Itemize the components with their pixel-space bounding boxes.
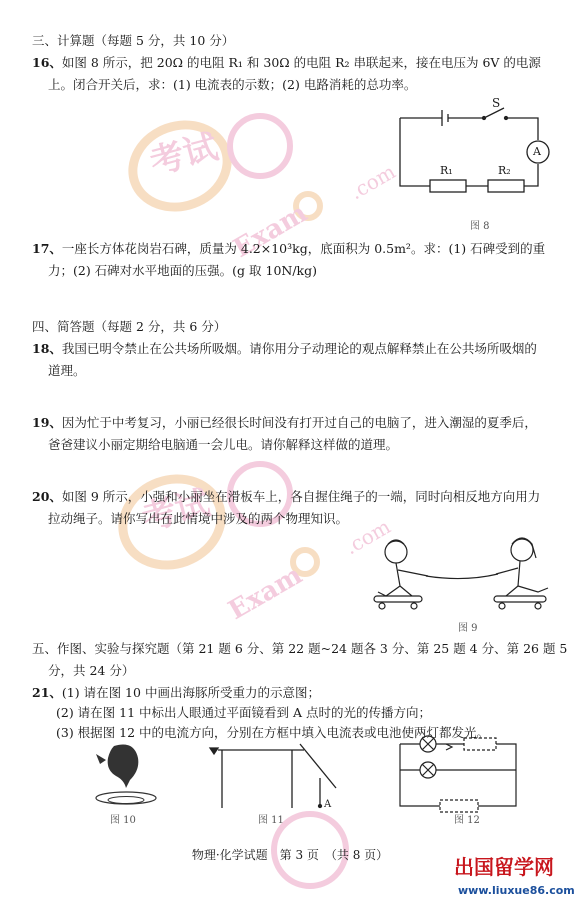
svg-text:.com: .com xyxy=(340,514,395,560)
question-20-line-2: 拉动绳子。请你写出在此情境中涉及的两个物理知识。 xyxy=(48,511,349,526)
dolphin-drawing xyxy=(86,740,166,812)
question-19-number: 19、 xyxy=(32,415,62,430)
question-21-part-2: (2) 请在图 11 中标出人眼通过平面镜看到 A 点时的光的传播方向； xyxy=(56,705,432,720)
brand-name: 出国留学网 xyxy=(454,855,554,879)
question-20-text-1: 如图 9 所示，小强和小丽坐在滑板车上，各自握住绳子的一端，同时向相反地方向用力 xyxy=(61,489,541,504)
question-21-text-1: (1) 请在图 10 中画出海豚所受重力的示意图； xyxy=(61,685,320,700)
question-17-number: 17、 xyxy=(32,241,62,256)
figure-10-dolphin xyxy=(86,740,166,812)
question-21-number: 21、 xyxy=(32,685,62,700)
ammeter-label: A xyxy=(533,145,541,158)
figure-12-circuit xyxy=(380,734,530,814)
question-18-line-2: 道理。 xyxy=(48,363,86,378)
watermark-graphic-2 xyxy=(100,460,410,630)
question-21-part-3: (3) 根据图 12 中的电流方向，分别在方框中填入电流表或电池使两灯都发光。 xyxy=(56,725,490,740)
exam-watermark-bottom xyxy=(100,460,410,630)
section-3-heading: 三、计算题（每题 5 分，共 10 分） xyxy=(32,33,235,48)
brand-url: www.liuxue86.com xyxy=(458,884,575,897)
figure-9-illustration xyxy=(368,530,560,622)
figure-8-circuit xyxy=(392,98,562,198)
question-21-part-1 xyxy=(32,684,320,702)
question-19-text-1: 因为忙于中考复习，小丽已经很长时间没有打开过自己的电脑了，进入潮湿的夏季后， xyxy=(61,415,537,430)
point-a-label: A xyxy=(324,799,332,810)
two-lamp-circuit xyxy=(380,734,530,814)
svg-text:Exam: Exam xyxy=(223,560,308,627)
svg-text:.com: .com xyxy=(345,159,400,205)
question-18-line-1 xyxy=(32,340,537,358)
question-16-line-2: 上。闭合开关后，求：(1) 电流表的示数；(2) 电路消耗的总功率。 xyxy=(48,77,417,92)
question-16-number: 16、 xyxy=(32,55,62,70)
mirror-table-drawing xyxy=(204,738,344,812)
watermark-chars-2: 考试 xyxy=(137,482,215,540)
section-4-heading: 四、简答题（每题 2 分，共 6 分） xyxy=(32,319,227,334)
figure-12-caption: 图 12 xyxy=(454,815,480,826)
question-17-text-1: 一座长方体花岗岩石碑，质量为 4.2×10³kg，底面积为 0.5m²。求：(1) 石碑受到的重 xyxy=(61,241,546,256)
question-18-number: 18、 xyxy=(32,341,62,356)
question-16-text-1: 如图 8 所示，把 20Ω 的电阻 R₁ 和 30Ω 的电阻 R₂ 串联起来，接在电压为 6V 的电源 xyxy=(61,55,541,70)
figure-11-caption: 图 11 xyxy=(258,815,284,826)
question-19-line-1 xyxy=(32,414,537,432)
figure-9-caption: 图 9 xyxy=(458,623,478,634)
section-5-heading-line-2: 分，共 24 分） xyxy=(48,663,135,678)
question-20-number: 20、 xyxy=(32,489,62,504)
figure-11-mirror xyxy=(204,738,344,812)
question-16-line-1 xyxy=(32,54,541,72)
svg-text:Exam: Exam xyxy=(228,198,313,265)
question-18-text-1: 我国已明令禁止在公共场所吸烟。请你用分子动理论的观点解释禁止在公共场所吸烟的 xyxy=(61,341,537,356)
r2-label: R₂ xyxy=(498,164,511,177)
page-footer: 物理·化学试题 第 3 页 （共 8 页） xyxy=(191,848,389,862)
r1-label: R₁ xyxy=(440,164,453,177)
question-19-line-2: 爸爸建议小丽定期给电脑通一会儿电。请你解释这样做的道理。 xyxy=(48,437,399,452)
watermark-chars: 考试 xyxy=(145,126,223,184)
question-20-line-1 xyxy=(32,488,540,506)
figure-8-caption: 图 8 xyxy=(470,221,490,232)
switch-label: S xyxy=(492,96,501,110)
section-5-heading-line-1: 五、作图、实验与探究题（第 21 题 6 分、第 22 题~24 题各 3 分、第 25 题 4 分、第 26 题 5 xyxy=(32,641,568,656)
question-17-line-1 xyxy=(32,240,545,258)
figure-10-caption: 图 10 xyxy=(110,815,136,826)
tug-rope-drawing xyxy=(368,530,560,622)
question-17-line-2: 力；(2) 石碑对水平地面的压强。(g 取 10N/kg) xyxy=(48,263,318,278)
